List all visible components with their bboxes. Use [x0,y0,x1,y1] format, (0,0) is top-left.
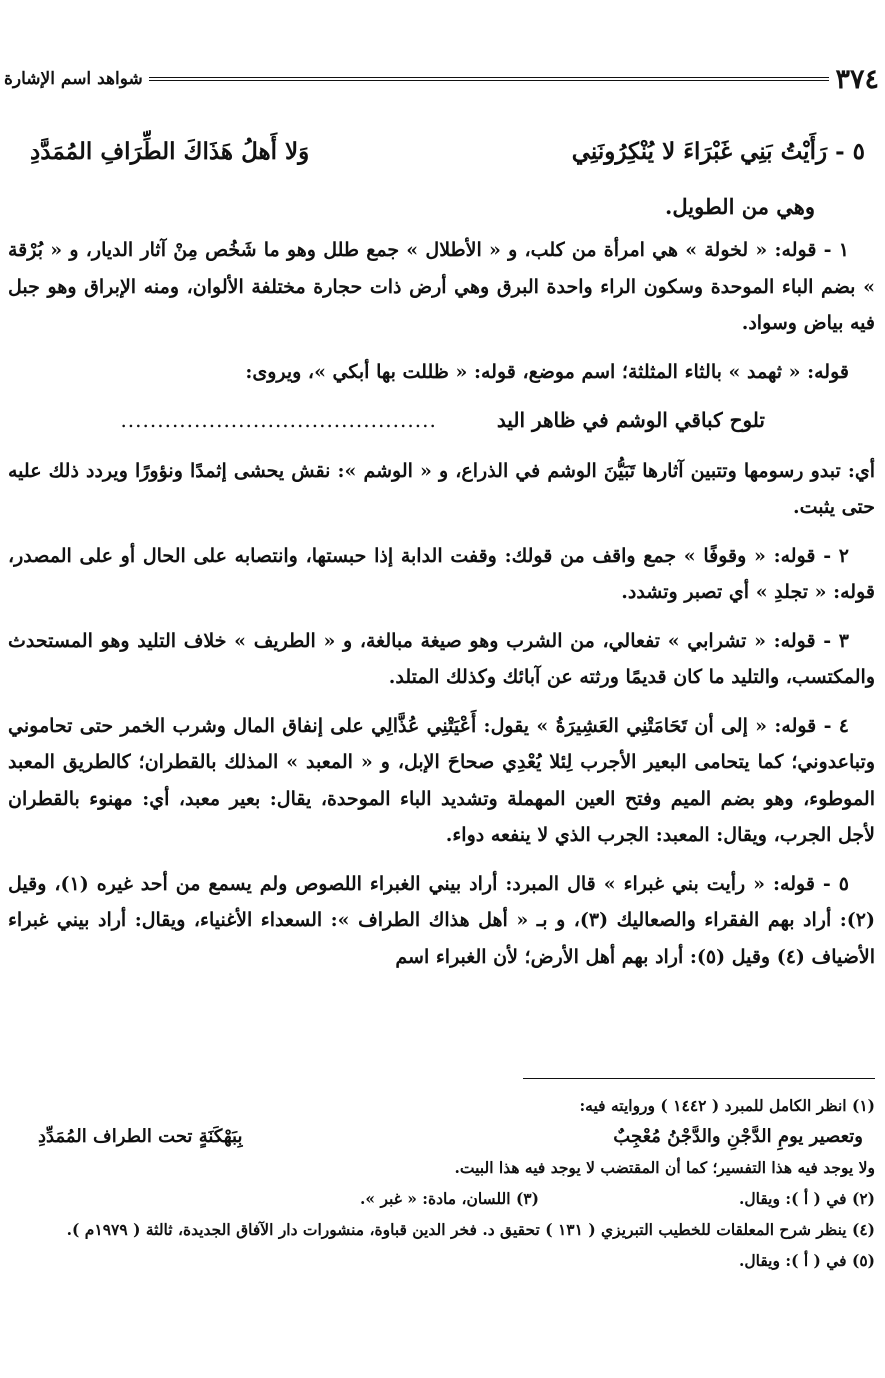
footnote-1-verse [8,1121,875,1152]
footnotes [8,1090,875,1276]
footnote-1-note: ولا يوجد فيه هذا التفسير؛ كما أن المقتضب لا يوجد فيه هذا البيت. [454,1158,875,1177]
footnote-separator [523,1078,875,1079]
footnote-2: (٢) في ( أ ): ويقال. [738,1189,875,1208]
commentary-paragraph: ١ - قوله: « لخولة » هي امرأة من كلب، و « الأطلال » جمع طلل وهو ما شَخُص مِنْ آثار الديار، و « بُرْقة » بضم الباء الموحدة وسكون الراء واحدة البرق وهي أرض ذات حجارة مختلفة الألوان، ومنه الإبراق وهو جبل فيه بياض وسواد. [8,239,875,334]
commentary-paragraph: قوله: « ثهمد » بالثاء المثلثة؛ اسم موضع، قوله: « ظللت بها أبكي »، ويروى: [245,360,849,383]
quoted-hemistich-dots: ........................................... [120,408,437,432]
commentary-paragraph: ٤ - قوله: « إلى أن تَحَامَتْنِي العَشِيرَةُ » يقول: أَعْيَتْنِي عُذَّالِي على إنفاق المال وشرب الخمر حتى تحاموني وتباعدوني؛ كما يتحامى البعير الأجرب لِئلا يُعْدِي صحاحَ الإبل، و « المعبد » المذلك بالقطران؛ كالطريق المعبد الموطوء، وهو بضم الميم وفتح العين المهملة وتشديد الباء الموحدة، يقال: بعير معبد، أي: مهنوء بالقطران لأجل الجرب، ويقال: المعبد: الجرب الذي لا ينفعه دواء. [8,714,875,846]
footnote-4: (٤) ينظر شرح المعلقات للخطيب التبريزي ( ١٣١ ) تحقيق د. فخر الدين قباوة، منشورات دار الآفاق الجديدة، ثالثة ( ١٩٧٩م ). [66,1220,875,1239]
verse-first-half [572,138,865,165]
verse-second-hemistich: وَلا أَهلُ هَذَاكَ الطِّرَافِ المُمَدَّدِ [30,138,310,165]
page-number: ٣٧٤ [835,63,879,95]
footnotes-2-3 [8,1183,875,1214]
footnote-5: (٥) في ( أ ): ويقال. [738,1251,875,1270]
commentary-paragraph: ٥ - قوله: « رأيت بني غبراء » قال المبرد: أراد بيني الغبراء اللصوص ولم يسمع من أحد غيره (١)، وقيل (٢): أراد بهم الفقراء والصعاليك (٣)، و بـ « أهل هذاك الطراف »: السعداء الأغنياء، ويقال: أراد بيني غبراء الأضياف (٤) وقيل (٥): أراد بهم أهل الأرض؛ لأن الغبراء اسم [8,872,875,968]
footnote-1-verse-first: وتعصير يومِ الدَّجْنِ والدَّجْنُ مُعْجِبٌ [613,1126,863,1147]
page-header [0,62,885,96]
meter-line: وهي من الطويل. [665,194,815,219]
commentary-paragraph: ٣ - قوله: « تشرابي » تفعالي، من الشرب وهو صيغة مبالغة، و « الطريف » خلاف التليد وهو المستحدث والمكتسب، والتليد ما كان قديمًا ورثته عن آبائك وكذلك المتلد. [8,629,875,688]
footnote-3: (٣) اللسان، مادة: « غبر ». [359,1189,539,1208]
verse-first-hemistich: رَأَيْتُ بَنِي غَبْرَاءَ لا يُنْكِرُونَنِي [571,138,828,165]
commentary-body [8,232,875,987]
verse-line [30,138,865,165]
header-double-rule [149,77,830,81]
quoted-hemistich [8,402,875,439]
running-title: شواهد اسم الإشارة [4,69,143,89]
quoted-hemistich-text: تلوح كباقي الوشم في ظاهر اليد [496,408,765,432]
footnote-1-intro: (١) انظر الكامل للمبرد ( ١٤٤٢ ) وروايته فيه: [579,1096,875,1115]
verse-number: ٥ - [835,138,865,165]
commentary-paragraph: ٢ - قوله: « وقوفًا » جمع واقف من قولك: وقفت الدابة إذا حبستها، وانتصابه على الحال أو على المصدر، قوله: « تجلدِ » أي تصبر وتشدد. [8,544,875,603]
commentary-paragraph: أي: تبدو رسومها وتتبين آثارها تَبَيُّنَ الوشم في الذراع، و « الوشم »: نقش يحشى إثمدًا ونؤورًا ويردد ذلك عليه حتى يثبت. [8,459,875,518]
footnote-1-verse-second: بِبَهْكَنَةٍ تحت الطراف المُمَدِّدِ [38,1126,243,1147]
